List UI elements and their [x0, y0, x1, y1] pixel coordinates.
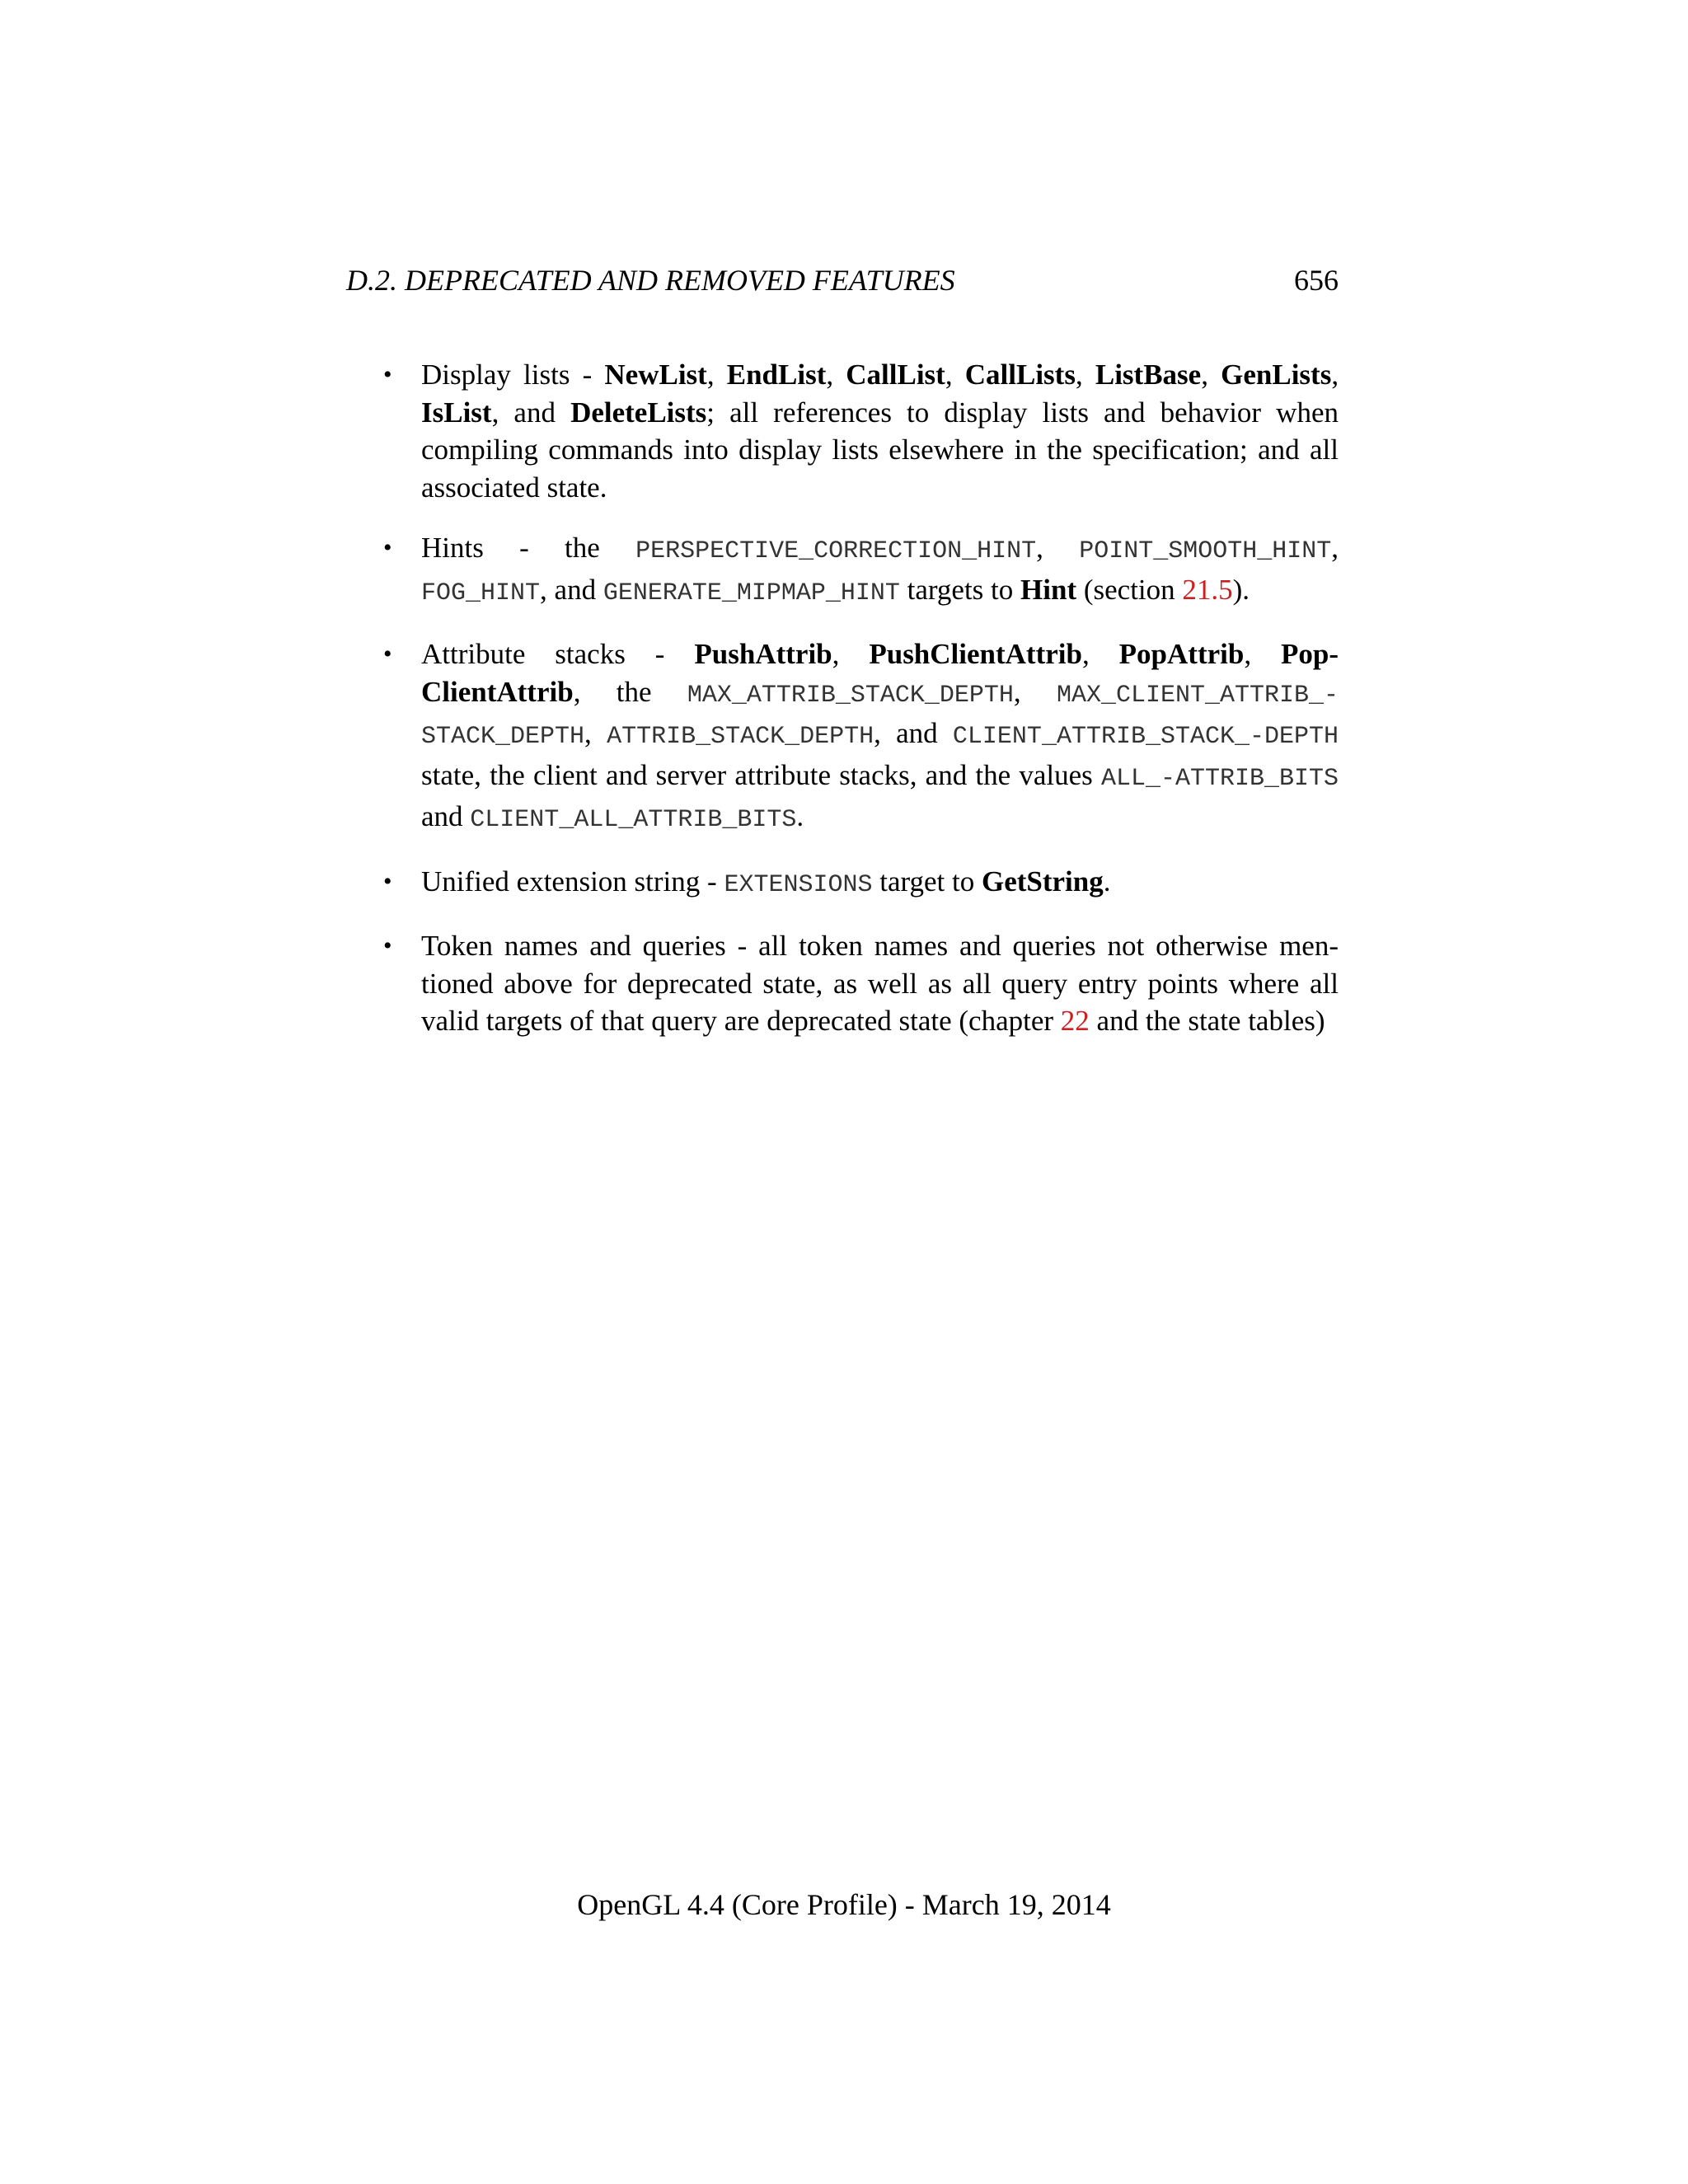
- list-item-extension-string: • Unified extension string - EXTENSIONS target to GetString.: [383, 863, 1339, 905]
- command-name: GetString: [981, 865, 1104, 898]
- token-name: MAX_CLIENT_ATTRIB_-STACK_DEPTH: [421, 681, 1339, 751]
- bullet: •: [383, 932, 392, 959]
- section-title: D.2. DEPRECATED AND REMOVED FEATURES: [346, 264, 955, 297]
- command-name: EndList: [726, 359, 827, 391]
- command-name: NewList: [604, 359, 707, 391]
- running-header: [346, 255, 1339, 305]
- command-name: CallLists: [964, 359, 1076, 391]
- token-name: FOG_HINT: [421, 579, 541, 607]
- list-item-hints: • Hints - the PERSPECTIVE_CORRECTION_HINT, POINT_SMOOTH_HINT, FOG_HINT, and GENERATE_MIPMAP_HINT targets to Hint (section 21.5).: [383, 529, 1339, 612]
- list-item-token-names: • Token names and queries - all token names and queries not otherwise men-tioned above for deprecated state, as well as all query entry points where all valid targets of that query are deprecated state (chapter 22 and the state tables): [383, 927, 1339, 1040]
- token-name: ALL_-ATTRIB_BITS: [1100, 764, 1339, 793]
- deprecated-features-list: [383, 356, 1339, 1063]
- command-name: Pop-: [1281, 638, 1339, 670]
- command-name: DeleteLists: [570, 396, 707, 429]
- command-name: ListBase: [1095, 359, 1202, 391]
- token-name: EXTENSIONS: [724, 870, 873, 899]
- command-name: PushAttrib: [694, 638, 832, 670]
- token-name: POINT_SMOOTH_HINT: [1079, 537, 1332, 565]
- command-name: PopAttrib: [1118, 638, 1245, 670]
- command-name: IsList: [421, 396, 492, 429]
- bullet: •: [383, 867, 392, 895]
- token-name: GENERATE_MIPMAP_HINT: [603, 579, 900, 607]
- bullet: •: [383, 361, 392, 388]
- command-name: PushClientAttrib: [869, 638, 1082, 670]
- list-item-display-lists: • Display lists - NewList, EndList, CallList, CallLists, ListBase, GenLists, IsList, and DeleteLists; all references to display lists and behavior when compiling commands into display lists elsewhere in the specification; and all associated state.: [383, 356, 1339, 506]
- token-name: PERSPECTIVE_CORRECTION_HINT: [635, 537, 1037, 565]
- bullet: •: [383, 534, 392, 561]
- bullet: •: [383, 640, 392, 668]
- page-footer: OpenGL 4.4 (Core Profile) - March 19, 2014: [577, 1888, 1111, 1921]
- section-link[interactable]: 21.5: [1182, 573, 1233, 606]
- token-name: CLIENT_ALL_ATTRIB_BITS: [470, 806, 797, 834]
- list-item-attribute-stacks: • Attribute stacks - PushAttrib, PushClientAttrib, PopAttrib, Pop-ClientAttrib, the MAX_ATTRIB_STACK_DEPTH, MAX_CLIENT_ATTRIB_-STACK_DEPTH, ATTRIB_STACK_DEPTH, and CLIENT_ATTRIB_STACK_-DEPTH state, the client and server attribute stacks, and the values ALL_-ATTRIB_BITS and CLIENT_ALL_ATTRIB_BITS.: [383, 635, 1339, 840]
- command-name: ClientAttrib: [421, 675, 574, 708]
- token-name: MAX_ATTRIB_STACK_DEPTH: [687, 681, 1014, 710]
- token-name: CLIENT_ATTRIB_STACK_-DEPTH: [952, 723, 1339, 751]
- command-name: Hint: [1020, 573, 1077, 606]
- command-name: GenLists: [1221, 359, 1332, 391]
- token-name: ATTRIB_STACK_DEPTH: [607, 723, 874, 751]
- chapter-link[interactable]: 22: [1060, 1005, 1090, 1037]
- page-number: 656: [1294, 264, 1339, 297]
- command-name: CallList: [846, 359, 945, 391]
